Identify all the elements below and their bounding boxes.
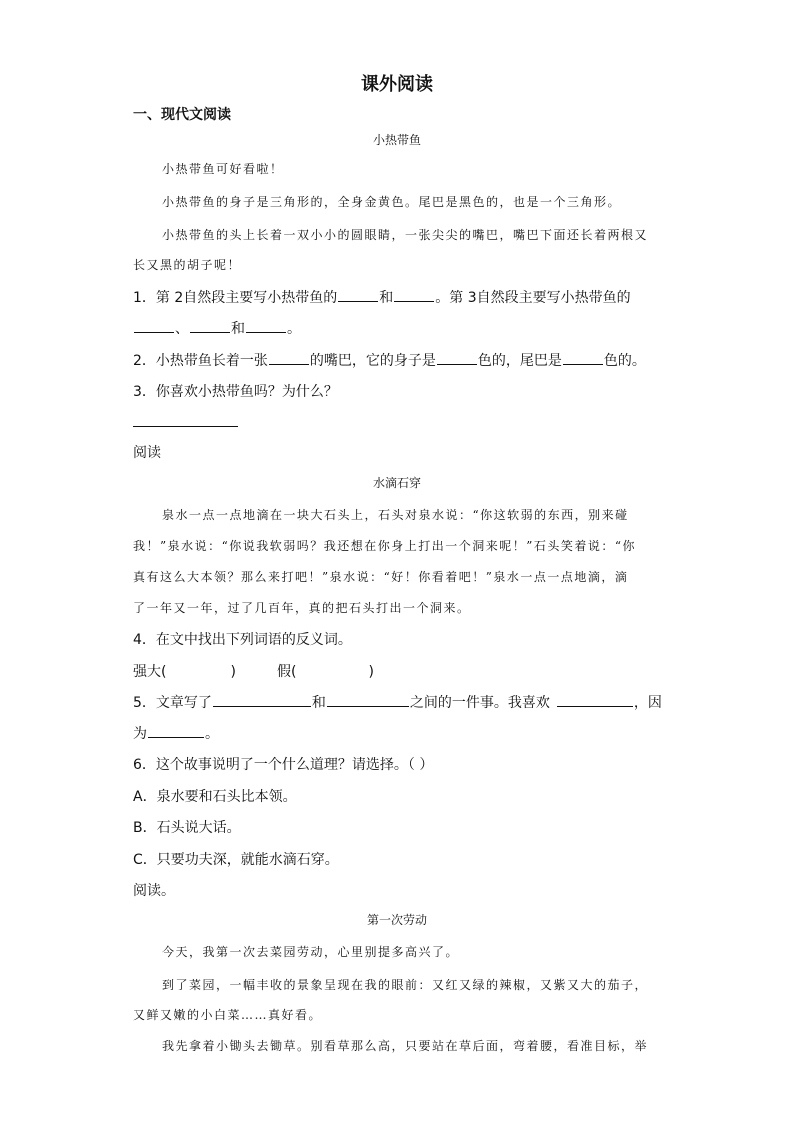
question-4: 4．在文中找出下列词语的反义词。 xyxy=(133,632,352,648)
passage2-line-3: 真有这么大本领？那么来打吧！”泉水说：“好！你看着吧！”泉水一点一点地滴，滴 xyxy=(133,570,629,584)
answer-blank[interactable] xyxy=(213,705,311,707)
answer-blank[interactable] xyxy=(338,300,378,302)
passage1-paragraph-2: 小热带鱼的身子是三角形的，全身金黄色。尾巴是黑色的，也是一个三角形。 xyxy=(162,195,622,209)
paren-close: ) xyxy=(368,664,374,680)
answer-blank[interactable] xyxy=(190,331,230,333)
question-6: 6．这个故事说明了一个什么道理？请选择。（ ） xyxy=(133,757,434,773)
reading-label-2: 阅读。 xyxy=(133,883,175,899)
question-1-text-c: 。第 3自然段主要写小热带鱼的 xyxy=(435,290,631,306)
answer-blank[interactable] xyxy=(269,363,309,365)
question-1-text-f: 。 xyxy=(287,321,301,337)
passage3-title: 第一次劳动 xyxy=(366,913,427,927)
question-2-text-d: 色的。 xyxy=(603,353,646,369)
question-1-text-d: 、 xyxy=(175,321,189,337)
question-5-text-b: 和 xyxy=(311,695,326,711)
passage1-paragraph-3a: 小热带鱼的头上长着一双小小的圆眼睛，一张尖尖的嘴巴，嘴巴下面还长着两根又 xyxy=(162,228,649,242)
question-2-text-a: 2．小热带鱼长着一张 xyxy=(133,353,268,369)
question-5-line-2 xyxy=(133,723,219,743)
answer-blank[interactable] xyxy=(134,331,174,333)
question-2-text-c: 色的，尾巴是 xyxy=(477,353,562,369)
document-title: 课外阅读 xyxy=(361,74,433,95)
antonym-item-1 xyxy=(133,661,236,681)
question-1-text-e: 和 xyxy=(231,321,245,337)
antonym-word-1: 强大( xyxy=(133,664,167,680)
question-3: 3．你喜欢小热带鱼吗？为什么？ xyxy=(133,384,338,400)
passage1-paragraph-3b: 长又黑的胡子呢！ xyxy=(133,258,242,272)
reading-label: 阅读 xyxy=(133,445,161,461)
question-1-line-2 xyxy=(133,318,301,338)
question-5-line-1 xyxy=(133,692,662,712)
option-b[interactable]: B．石头说大话。 xyxy=(133,820,241,836)
passage2-line-1: 泉水一点一点地滴在一块大石头上，石头对泉水说：“你这软弱的东西，别来碰 xyxy=(162,508,629,522)
passage3-paragraph-1: 今天，我第一次去菜园劳动，心里别提多高兴了。 xyxy=(162,945,460,959)
answer-blank[interactable] xyxy=(148,736,204,738)
question-5-text-a: 5．文章写了 xyxy=(133,695,212,711)
question-1-text-a: 1．第 2自然段主要写小热带鱼的 xyxy=(133,290,338,306)
section-heading: 一、现代文阅读 xyxy=(133,107,231,123)
passage1-title: 小热带鱼 xyxy=(372,133,421,147)
question-2-text-b: 的嘴巴，它的身子是 xyxy=(309,353,436,369)
passage2-line-2: 我！”泉水说：“你说我软弱吗？我还想在你身上打出一个洞来呢！”石头笑着说：“你 xyxy=(133,539,637,553)
question-1-text-b: 和 xyxy=(379,290,394,306)
answer-line[interactable] xyxy=(133,426,238,427)
question-2 xyxy=(133,350,646,370)
answer-blank[interactable] xyxy=(394,300,434,302)
passage2-title: 水滴石穿 xyxy=(372,476,421,490)
question-5-text-e: 为 xyxy=(133,726,147,742)
answer-blank[interactable] xyxy=(437,363,477,365)
answer-blank[interactable] xyxy=(557,705,633,707)
question-5-text-d: ，因 xyxy=(633,695,662,711)
question-5-text-c: 之间的一件事。我喜欢 xyxy=(409,695,550,711)
paren-close: ) xyxy=(230,664,236,680)
passage3-paragraph-3: 我先拿着小锄头去锄草。别看草那么高，只要站在草后面，弯着腰，看准目标，举 xyxy=(162,1039,649,1053)
antonym-item-2 xyxy=(277,661,374,681)
passage3-paragraph-2b: 又鲜又嫩的小白菜……真好看。 xyxy=(133,1008,323,1022)
passage1-paragraph-1: 小热带鱼可好看啦！ xyxy=(162,162,284,176)
answer-blank[interactable] xyxy=(327,705,409,707)
question-5-text-f: 。 xyxy=(205,726,219,742)
option-c[interactable]: C．只要功夫深，就能水滴石穿。 xyxy=(133,852,339,868)
option-a[interactable]: A．泉水要和石头比本领。 xyxy=(133,789,297,805)
question-1-line-1 xyxy=(133,287,631,307)
answer-blank[interactable] xyxy=(246,331,286,333)
antonym-word-2: 假( xyxy=(277,664,297,680)
answer-blank[interactable] xyxy=(563,363,603,365)
passage3-paragraph-2a: 到了菜园，一幅丰收的景象呈现在我的眼前：又红又绿的辣椒，又紫又大的茄子， xyxy=(162,978,649,992)
passage2-line-4: 了一年又一年，过了几百年，真的把石头打出一个洞来。 xyxy=(133,601,471,615)
